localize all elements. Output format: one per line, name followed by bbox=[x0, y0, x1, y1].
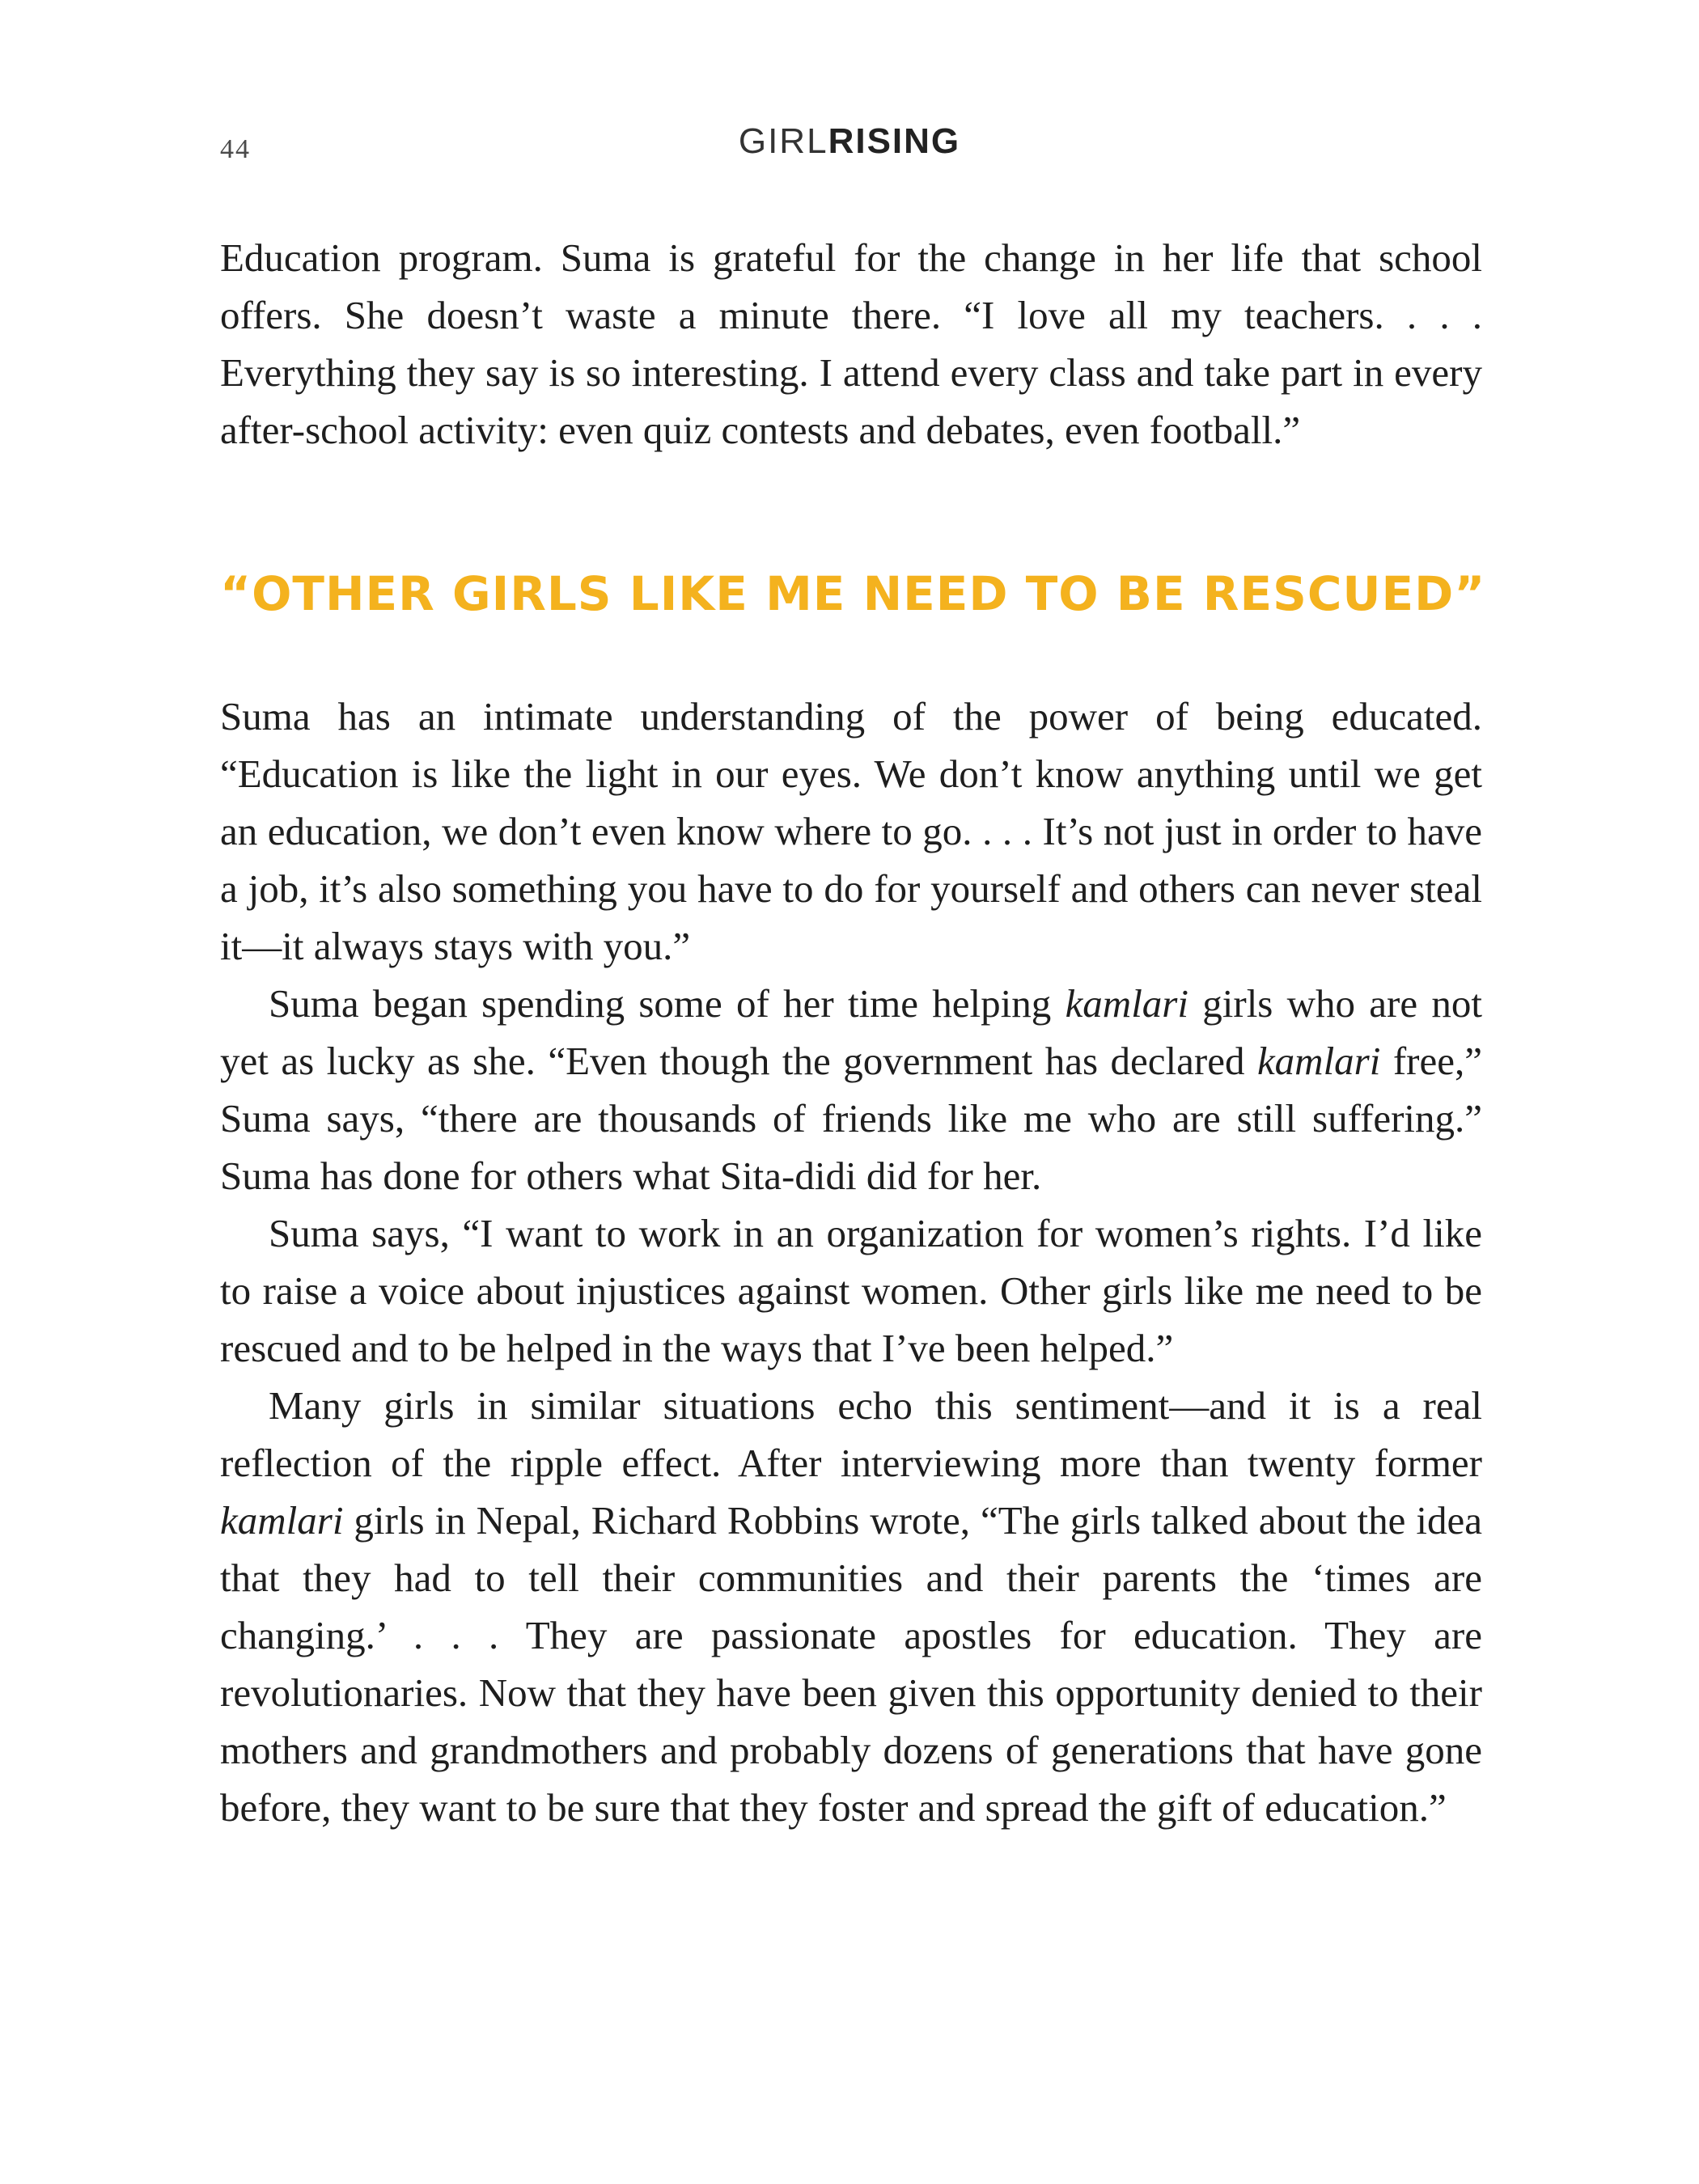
paragraph-3: Suma says, “I want to work in an organization for women’s rights. I’d like to raise a voice about injustices against women. Other girls like me need to be rescued and to be helped in the ways that I’ve been helped.” bbox=[220, 1211, 1482, 1370]
paragraph-4-part-a: Many girls in similar situations echo this sentiment—and it is a real reflection of the ripple effect. After interviewing more than twenty former bbox=[220, 1383, 1482, 1485]
paragraph-4-part-b: girls in Nepal, Richard Robbins wrote, “The girls talked about the idea that they had to tell their communities and their parents the ‘times are changing.’ . . . They are passionate apostles for education. They are revolutionaries. Now that they have been given this opportunity denied to their mothers and grandmothers and probably dozens of generations that have gone before, they want to be sure that they foster and spread the gift of education.” bbox=[220, 1498, 1482, 1830]
section-body bbox=[220, 688, 1482, 1836]
paragraph-1: Suma has an intimate understanding of the power of being educated. “Education is like the light in our eyes. We don’t know anything until we get an education, we don’t even know where to go. . . . It’s not just in order to have a job, it’s also something you have to do for yourself and others can never steal it—it always stays with you.” bbox=[220, 694, 1482, 968]
paragraph-4-emphasis: kamlari bbox=[220, 1498, 344, 1543]
running-head-bold: RISING bbox=[828, 121, 961, 161]
paragraph-2-part-a: Suma began spending some of her time helping bbox=[269, 981, 1066, 1026]
page-number: 44 bbox=[220, 134, 251, 164]
paragraph-2-emphasis-2: kamlari bbox=[1256, 1039, 1381, 1083]
paragraph-2-emphasis-1: kamlari bbox=[1065, 981, 1188, 1026]
paragraph-2 bbox=[220, 975, 1482, 1204]
paragraph-2-part-c: free,” Suma says, “there are thousands of friends like me who are still suffering.” Suma has done for others what Sita-didi did for her. bbox=[220, 1039, 1482, 1198]
intro-paragraph: Education program. Suma is grateful for the change in her life that school offers. She doesn’t waste a minute there. “I love all my teachers. . . . Everything they say is so interesting. I attend every class and take part in every after-school activity: even quiz contests and debates, even football.” bbox=[220, 235, 1482, 452]
intro-text bbox=[220, 229, 1482, 459]
paragraph-4 bbox=[220, 1377, 1482, 1836]
running-head bbox=[0, 121, 1699, 162]
running-head-light: GIRL bbox=[738, 121, 828, 161]
paragraph-2-part-b: girls who are not yet as lucky as she. “Even though the government has declared bbox=[220, 981, 1482, 1083]
section-heading: “OTHER GIRLS LIKE ME NEED TO BE RESCUED” bbox=[220, 566, 1486, 621]
